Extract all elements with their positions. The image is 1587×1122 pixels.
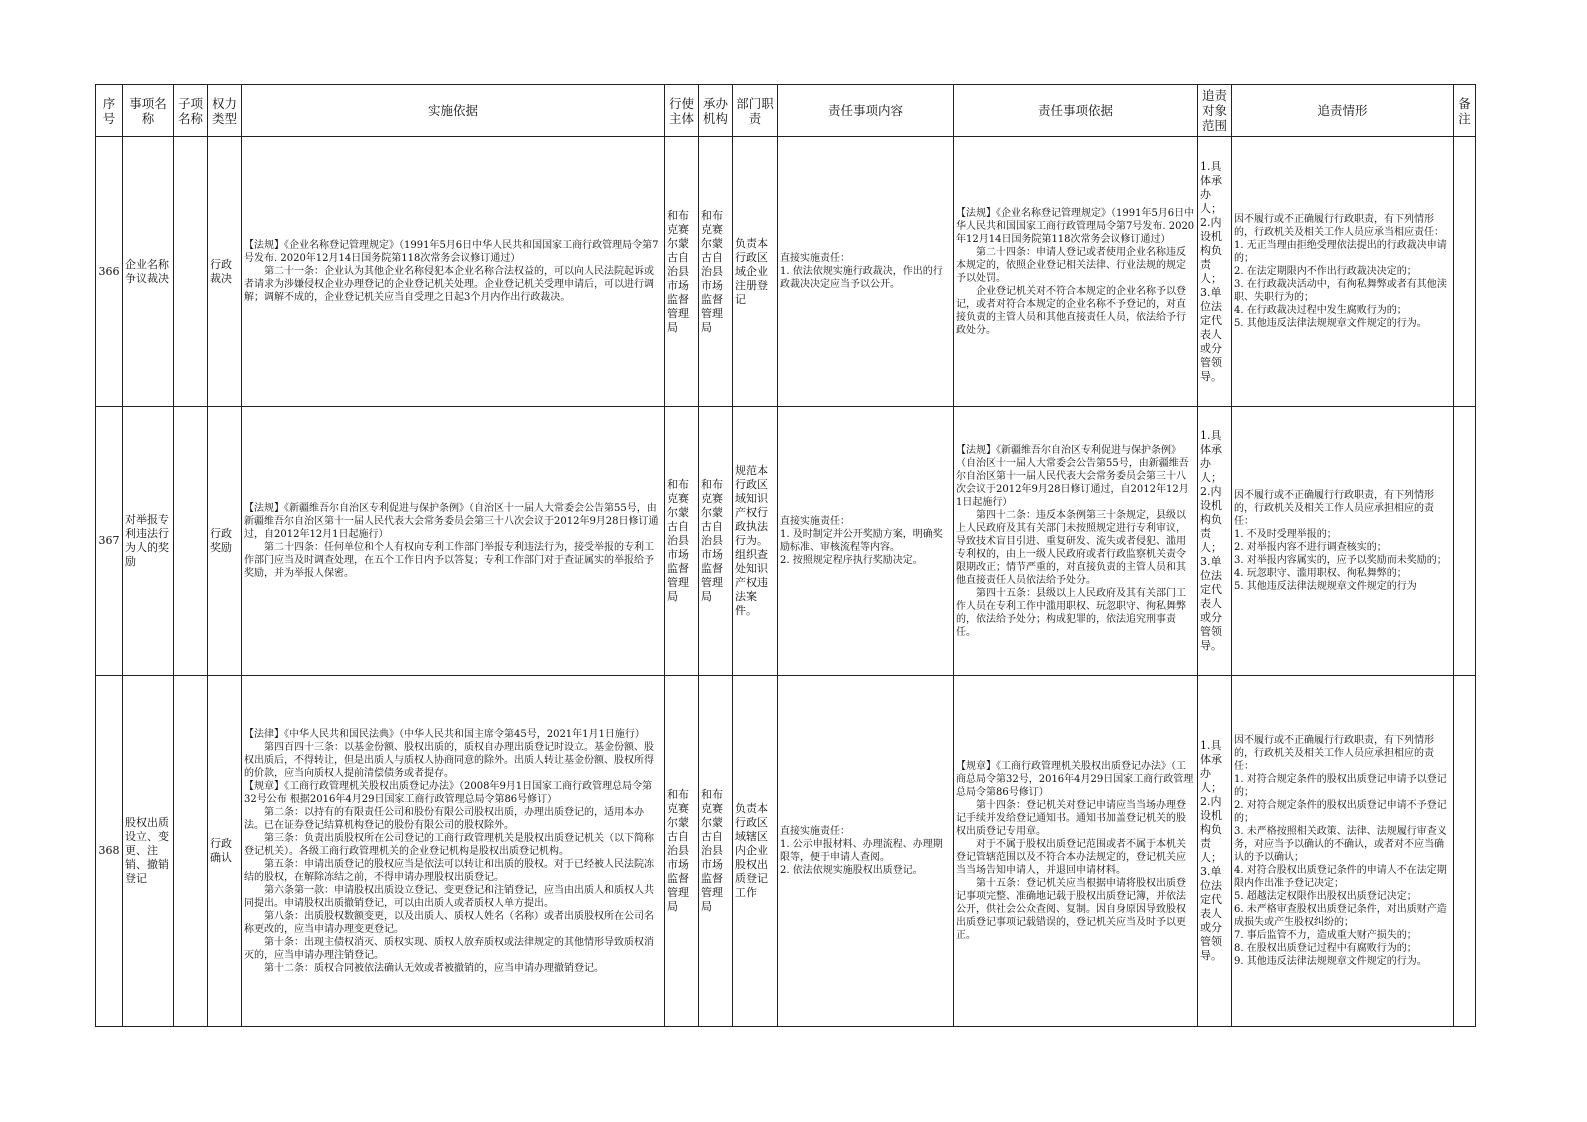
responsibility-basis-line: 【法规】《新疆维吾尔自治区专利促进与保护条例》（自治区十一届人大常委会公告第55号，由新疆维吾尔自治区第十一届人民代表大会常务委员会第三十八次会议于2012年9月28日修订通过，自2012年12月1日起施行）	[956, 444, 1189, 508]
executing-subject: 和布克赛尔蒙古自治县市场监督管理局	[665, 676, 699, 1027]
header-cell: 部门职责	[733, 85, 778, 137]
responsibility-content-line: 直接实施责任：	[780, 253, 850, 264]
accountability-cases-line: 3. 对举报内容属实的，应予以奖励而未奖励的；	[1234, 555, 1447, 566]
accountability-cases-line: 5. 超越法定权限作出股权出质登记决定；	[1234, 891, 1417, 902]
responsibility-basis-line: 【规章】《工商行政管理机关股权出质登记办法》（工商总局令第32号，2016年4月29日国家工商行政管理总局令第86号修订）	[956, 761, 1194, 798]
header-cell: 追责对象范围	[1198, 85, 1232, 137]
responsibility-content-line: 1. 公示申报材料、办理流程、办理期限等，便于申请人查阅。	[780, 839, 943, 863]
accountability-cases-line: 1. 对符合规定条件的股权出质登记申请予以登记的；	[1234, 774, 1447, 798]
row-number: 367	[96, 407, 123, 676]
accountability-cases-line: 8. 在股权出质登记过程中有腐败行为的；	[1234, 943, 1417, 954]
header-cell: 子项名称	[174, 85, 208, 137]
implementation-basis	[242, 407, 665, 676]
row-number: 366	[96, 137, 123, 407]
implementation-basis	[242, 676, 665, 1027]
implementation-basis-line: 【法规】《企业名称登记管理规定》（1991年5月6日中华人民共和国国家工商行政管理局令第7号发布. 2020年12月14日国务院第118次常务会议修订通过）	[244, 240, 659, 264]
header-cell: 事项名称	[123, 85, 174, 137]
responsibility-content	[778, 676, 954, 1027]
item-name: 企业名称争议裁决	[123, 137, 174, 407]
responsibility-basis	[954, 407, 1198, 676]
responsibility-basis-line: 第二十四条：申请人登记或者使用企业名称违反本规定的，依照企业登记相关法律、行业法规的规定予以处罚。	[956, 246, 1186, 284]
table-body	[96, 137, 1476, 1027]
responsibility-content-line: 直接实施责任：	[780, 826, 850, 837]
accountability-cases-line: 5. 其他违反法律法规规章文件规定的行为。	[1234, 318, 1427, 329]
accountability-cases-line: 3. 在行政裁决活动中，有徇私舞弊或者有其他渎职、失职行为的；	[1234, 279, 1447, 303]
sub-item-name	[174, 137, 208, 407]
responsibility-basis-line: 企业登记机关对不符合本规定的企业名称予以登记，或者对符合本规定的企业名称不予登记的，对直接负责的主管人员和其他直接责任人员，依法给予行政处分。	[956, 285, 1186, 336]
header-cell: 序号	[96, 85, 123, 137]
accountability-cases-line: 5. 其他违反法律法规规章文件规定的行为	[1234, 581, 1417, 592]
header-cell: 权力类型	[208, 85, 242, 137]
responsibility-basis	[954, 137, 1198, 407]
executing-subject: 和布克赛尔蒙古自治县市场监督管理局	[665, 407, 699, 676]
header-cell: 追责情形	[1232, 85, 1454, 137]
responsibility-table	[95, 84, 1476, 1027]
accountability-cases-line: 因不履行或不正确履行行政职责，有下列情形的，行政机关及相关工作人员应承担相应的责任：	[1234, 735, 1434, 772]
row-number: 368	[96, 676, 123, 1027]
power-type: 行政裁决	[208, 137, 242, 407]
handling-agency: 和布克赛尔蒙古自治县市场监督管理局	[699, 676, 733, 1027]
accountability-scope: 1.具体承办人；2.内设机构负责人；3.单位法定代表人或分管领导。	[1198, 676, 1232, 1027]
accountability-cases	[1232, 676, 1454, 1027]
implementation-basis	[242, 137, 665, 407]
responsibility-basis-line: 第十五条：登记机关应当根据申请将股权出质登记事项完整、准确地记载于股权出质登记簿，并依法公开，供社会公众查阅、复制。因自身原因导致股权出质登记事项记载错误的，登记机关应当及时予以更正。	[956, 878, 1186, 941]
accountability-cases	[1232, 137, 1454, 407]
header-cell: 承办机构	[699, 85, 733, 137]
responsibility-content-line: 1. 及时制定并公开奖励方案，明确奖励标准、审核流程等内容。	[780, 529, 943, 553]
accountability-cases-line: 因不履行或不正确履行行政职责，有下列情形的，行政机关及相关工作人员应承当相应责任：	[1234, 214, 1444, 238]
implementation-basis-line: 第十条：出现主债权消灭、质权实现、质权人放弃质权或法律规定的其他情形导致质权消灭的，应当申请办理注销登记。	[244, 936, 654, 961]
department-duty: 负责本行政区域企业注册登记	[733, 137, 778, 407]
implementation-basis-line: 第八条：出质股权数额变更，以及出质人、质权人姓名（名称）或者出质股权所在公司名称更改的，应当申请办理变更登记。	[244, 910, 654, 935]
responsibility-content-line: 直接实施责任：	[780, 516, 850, 527]
responsibility-basis-line: 对于不属于股权出质登记范围或者不属于本机关登记管辖范围以及不符合本办法规定的，登记机关应当当场告知申请人，并退回申请材料。	[956, 839, 1186, 876]
accountability-cases-line: 4. 对符合股权出质登记条件的申请人不在法定期限内作出准予登记决定；	[1234, 865, 1447, 889]
responsibility-content	[778, 137, 954, 407]
handling-agency: 和布克赛尔蒙古自治县市场监督管理局	[699, 137, 733, 407]
department-duty: 规范本行政区域知识产权行政执法行为。组织查处知识产权违法案件。	[733, 407, 778, 676]
executing-subject: 和布克赛尔蒙古自治县市场监督管理局	[665, 137, 699, 407]
sub-item-name	[174, 407, 208, 676]
implementation-basis-line: 第五条：申请出质登记的股权应当是依法可以转让和出质的股权。对于已经被人民法院冻结的股权，在解除冻结之前，不得申请办理股权出质登记。	[244, 858, 654, 883]
accountability-cases-line: 2. 在法定期限内不作出行政裁决决定的；	[1234, 266, 1417, 277]
implementation-basis-line: 【规章】《工商行政管理机关股权出质登记办法》（2008年9月1日国家工商行政管理总局令第32号公布 根据2016年4月29日国家工商行政管理总局令第86号修订）	[244, 780, 653, 805]
responsibility-basis-line: 第四十二条：违反本条例第三十条规定，县级以上人民政府及其有关部门未按照规定进行专利审议，导致技术盲目引进、重复研发、流失或者侵犯、滥用专利权的，由上一级人民政府或者行政监察机关责令限期改正；情节严重的，对直接负责的主管人员和其他直接责任人员依法给予处分。	[956, 509, 1186, 586]
implementation-basis-line: 【法规】《新疆维吾尔自治区专利促进与保护条例》（自治区十一届人大常委会公告第55号，由新疆维吾尔自治区第十一届人民代表大会常务委员会第三十八次会议于2012年9月28日修订通过，自2012年12月1日起施行）	[244, 503, 659, 540]
item-name: 对举报专利违法行为人的奖励	[123, 407, 174, 676]
responsibility-basis	[954, 676, 1198, 1027]
responsibility-basis-line: 第四十五条：县级以上人民政府及其有关部门工作人员在专利工作中滥用职权、玩忽职守、徇私舞弊的，依法给予处分；构成犯罪的，依法追究刑事责任。	[956, 587, 1186, 638]
implementation-basis-line: 第二十一条：企业认为其他企业名称侵犯本企业名称合法权益的，可以向人民法院起诉或者请求为涉嫌侵权企业办理登记的企业登记机关处理。企业登记机关受理申请后，可以进行调解；调解不成的，企业登记机关应当自受理之日起3个月内作出行政裁决。	[244, 266, 654, 303]
remarks	[1454, 137, 1476, 407]
responsibility-basis-line: 第十四条：登记机关对登记申请应当当场办理登记手续并发给登记通知书。通知书加盖登记机关的股权出质登记专用章。	[956, 800, 1186, 837]
responsibility-content-line: 2. 依法依规实施股权出质登记。	[780, 865, 923, 876]
remarks	[1454, 407, 1476, 676]
implementation-basis-line: 第二十四条：任何单位和个人有权向专利工作部门举报专利违法行为，接受举报的专利工作部门应当及时调查处理，在五个工作日内予以答复；专利工作部门对于查证属实的举报给予奖励，并为举报人保密。	[244, 542, 654, 579]
table-row	[96, 137, 1476, 407]
header-cell: 责任事项依据	[954, 85, 1198, 137]
responsibility-content	[778, 407, 954, 676]
accountability-cases-line: 6. 未严格审查股权出质登记条件，对出质财产造成损失或产生股权纠纷的；	[1234, 904, 1447, 928]
accountability-cases-line: 7. 事后监管不力，造成重大财产损失的；	[1234, 930, 1417, 941]
accountability-cases-line: 4. 在行政裁决过程中发生腐败行为的；	[1234, 305, 1407, 316]
implementation-basis-line: 第六条第一款：申请股权出质设立登记、变更登记和注销登记，应当由出质人和质权人共同提出。申请股权出质撤销登记，可以由出质人或者质权人单方提出。	[244, 884, 654, 909]
remarks	[1454, 676, 1476, 1027]
accountability-cases-line: 2. 对举报内容不进行调查核实的；	[1234, 542, 1387, 553]
power-type: 行政确认	[208, 676, 242, 1027]
implementation-basis-line: 第三条：负责出质股权所在公司登记的工商行政管理机关是股权出质登记机关（以下简称登记机关）。各级工商行政管理机关的企业登记机构是股权出质登记机构。	[244, 832, 654, 857]
header-cell: 实施依据	[242, 85, 665, 137]
handling-agency: 和布克赛尔蒙古自治县市场监督管理局	[699, 407, 733, 676]
implementation-basis-line: 第四百四十三条：以基金份额、股权出质的，质权自办理出质登记时设立。基金份额、股权出质后，不得转让，但是出质人与质权人协商同意的除外。出质人转让基金份额、股权所得的价款，应当向质权人提前清偿债务或者提存。	[244, 741, 654, 779]
header-cell: 备注	[1454, 85, 1476, 137]
accountability-scope: 1.具体承办人；2.内设机构负责人；3.单位法定代表人或分管领导。	[1198, 407, 1232, 676]
item-name: 股权出质设立、变更、注销、撤销登记	[123, 676, 174, 1027]
responsibility-basis-line: 【法规】《企业名称登记管理规定》（1991年5月6日中华人民共和国国家工商行政管理局令第7号发布. 2020年12月14日国务院第118次常务会议修订通过）	[956, 207, 1195, 245]
department-duty: 负责本行政区域辖区内企业股权出质登记工作	[733, 676, 778, 1027]
header-cell: 行使主体	[665, 85, 699, 137]
implementation-basis-line: 第二条：以持有的有限责任公司和股份有限公司股权出质，办理出质登记的，适用本办法。已在证券登记结算机构登记的股份有限公司的股权除外。	[244, 806, 644, 831]
accountability-cases-line: 2. 对符合规定条件的股权出质登记申请不予登记的；	[1234, 800, 1447, 824]
responsibility-content-line: 1. 依法依规实施行政裁决，作出的行政裁决决定应当予以公开。	[780, 266, 943, 290]
table-row	[96, 407, 1476, 676]
accountability-cases	[1232, 407, 1454, 676]
implementation-basis-line: 第十二条：质权合同被依法确认无效或者被撤销的，应当申请办理撤销登记。	[264, 962, 604, 974]
responsibility-content-line: 2. 按照规定程序执行奖励决定。	[780, 555, 923, 566]
header-row	[96, 85, 1476, 137]
power-type: 行政奖励	[208, 407, 242, 676]
accountability-cases-line: 3. 未严格按照相关政策、法律、法规履行审查义务，对应当予以确认的不确认，或者对不应当确认的予以确认；	[1234, 826, 1447, 863]
sub-item-name	[174, 676, 208, 1027]
accountability-scope: 1.具体承办人；2.内设机构负责人；3.单位法定代表人或分管领导。	[1198, 137, 1232, 407]
accountability-cases-line: 因不履行或不正确履行行政职责，有下列情形的，行政机关及相关工作人员应承担相应的责任：	[1234, 490, 1434, 527]
accountability-cases-line: 9. 其他违反法律法规规章文件规定的行为。	[1234, 956, 1427, 967]
accountability-cases-line: 1. 不及时受理举报的；	[1234, 529, 1337, 540]
header-cell: 责任事项内容	[778, 85, 954, 137]
accountability-cases-line: 4. 玩忽职守、滥用职权、徇私舞弊的；	[1234, 568, 1407, 579]
implementation-basis-line: 【法律】《中华人民共和国民法典》（中华人民共和国主席令第45号，2021年1月1日施行）	[244, 728, 645, 740]
accountability-cases-line: 1. 无正当理由拒绝受理依法提出的行政裁决申请的；	[1234, 240, 1447, 264]
table-row	[96, 676, 1476, 1027]
